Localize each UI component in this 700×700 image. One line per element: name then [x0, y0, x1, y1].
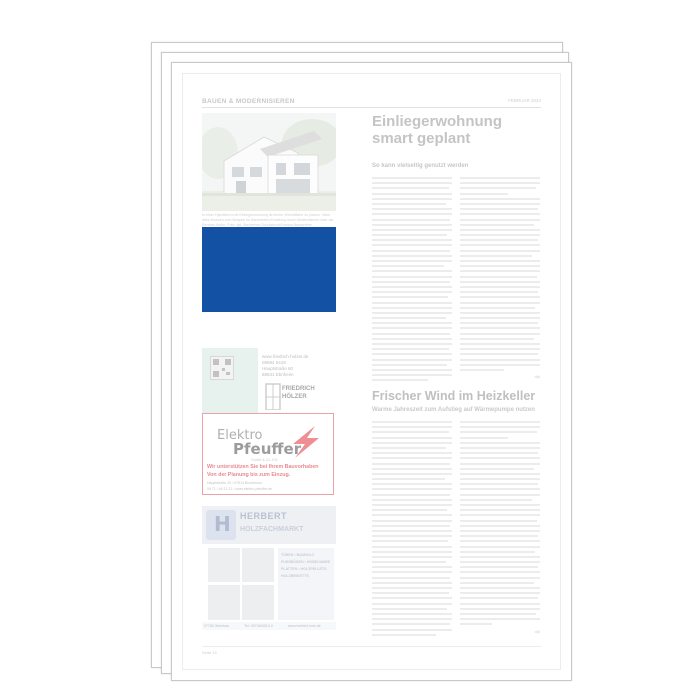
brand-legal-form: GmbH & Co. KG — [251, 458, 278, 462]
ad-photo-3 — [208, 585, 240, 620]
ad-city: 88631 Ebnheim — [262, 372, 294, 377]
brand-holzfachmarkt: HOLZFACHMARKT — [240, 526, 304, 533]
section-label: BAUEN & MODERNISIEREN — [202, 98, 295, 105]
brand-letter: H — [214, 512, 231, 536]
article2-signature: djd — [534, 628, 540, 634]
brand-name-line1: FRIEDRICH — [282, 386, 315, 392]
article1-col2 — [460, 177, 540, 379]
brand-elektro: Elektro — [217, 428, 263, 443]
ad-address: 97780 Weinbau — [204, 624, 230, 628]
ad-photo-1 — [208, 548, 240, 582]
ad-phone: Tel. 09746/5510-0 — [244, 624, 273, 628]
ad-footer — [202, 622, 336, 630]
article2-title: Frischer Wind im Heizkeller — [372, 389, 536, 403]
service-item: PLATTEN • HOLZPELLETS — [281, 567, 327, 571]
ad-slogan-2: Von der Planung bis zum Einzug. — [207, 472, 291, 478]
footer-rule — [202, 646, 541, 647]
brand-pfeuffer: Pfeuffer — [233, 440, 302, 458]
header-rule — [202, 107, 541, 108]
house-photo — [202, 113, 336, 211]
brand-herbert: HERBERT — [240, 511, 288, 521]
qr-code-icon — [210, 356, 234, 380]
ad-url: www.herbert-holz.de — [287, 624, 321, 628]
ad-photo-4 — [242, 585, 274, 620]
ad-address: Hauptstraße 25 • 97514 Buchbrunn — [207, 481, 262, 485]
blue-ad-block — [202, 227, 336, 312]
ad-phone: 09584 5419 — [262, 360, 286, 365]
service-item: TÜREN • BAUHOLZ — [281, 553, 315, 557]
ad-contact: 09 71 / 46 21 21 • www.elektro-pfeuffer.de — [207, 487, 272, 491]
page-sheet-front — [171, 62, 572, 681]
photo-caption: In einer Hybridform mit Einliegerwohnung ist immer Wohnfläche zu planen. Nicht alles Wohnen vom Beispiel für Barrierefrei-Erhaltung durch Modernisieren oder als Rentner-Wohn. Foto: djd. Bauherren-Schutzbund/Kampa Baumeister — [202, 213, 334, 227]
page-number: Seite 14 — [202, 650, 217, 655]
article2-col1 — [372, 421, 452, 639]
ad-herbert-holzfachmarkt — [202, 506, 336, 632]
article-title: Einliegerwohnung smart geplant — [372, 113, 502, 147]
ad-contact-block — [262, 354, 334, 378]
issue-date: FEBRUAR 2024 — [508, 98, 541, 103]
ad-photo-2 — [242, 548, 274, 582]
ad-elektro-pfeuffer — [202, 413, 334, 495]
article2-col2 — [460, 421, 540, 634]
article-subtitle: So kann vielseitig genutzt werden — [372, 163, 469, 169]
article1-col1 — [372, 177, 452, 385]
ad-url: www.friedrich-holzer.de — [262, 354, 309, 359]
ad-photo-grid — [208, 548, 274, 620]
brand-name-line2: HÖLZER — [282, 394, 307, 400]
article1-signature: djd — [534, 374, 540, 380]
house-illustration — [202, 113, 336, 211]
service-item: HOLZBRIKETTS — [281, 574, 309, 578]
article2-subtitle: Warme Jahreszeit zum Aufstieg auf Wärmepumpe nutzen — [372, 407, 535, 413]
ad-slogan-1: Wir unterstützen Sie bei Ihrem Bauvorhaben — [207, 464, 319, 470]
service-item: FUSSBÖDEN • HOBELWARE — [281, 560, 330, 564]
ad-service-list — [278, 548, 334, 620]
ad-street: Hauptstraße 60 — [262, 366, 294, 371]
